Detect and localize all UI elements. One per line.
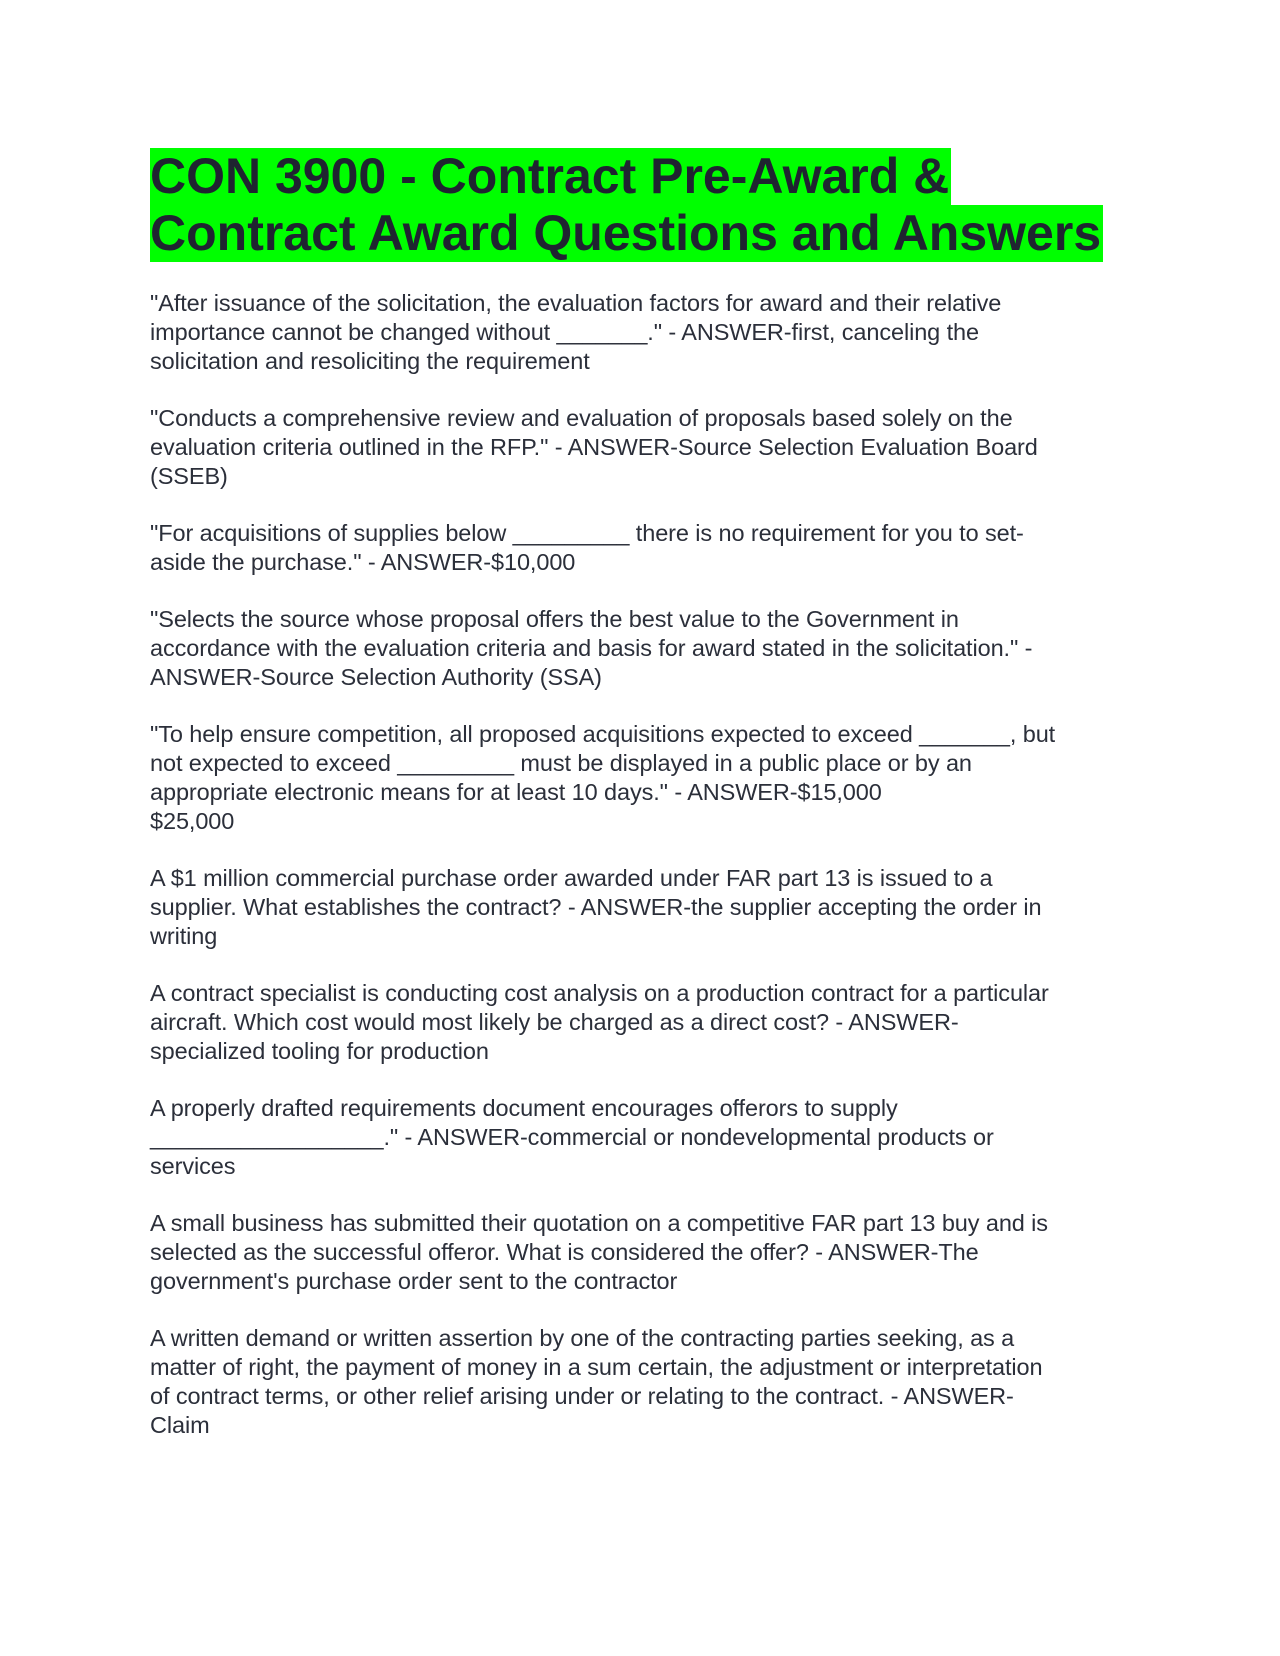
- qa-item: "To help ensure competition, all proposed acquisitions expected to exceed _______, but not expected to exceed _________ must be displayed in a public place or by an appropriate electronic means for at least 10 days." - ANSWER-$15,000 $25,000: [150, 721, 1056, 834]
- title-line-2: Contract Award Questions and Answers: [150, 205, 1102, 261]
- document-title: [150, 148, 1140, 262]
- qa-item: A $1 million commercial purchase order awarded under FAR part 13 is issued to a supplier. What establishes the contract? - ANSWER-the supplier accepting the order in writing: [150, 865, 1042, 949]
- qa-list: [150, 289, 1140, 1440]
- qa-item: A small business has submitted their quotation on a competitive FAR part 13 buy and is selected as the successful offeror. What is considered the offer? - ANSWER-The government's purchase order sent to the contractor: [150, 1210, 1048, 1294]
- document-page: [150, 148, 1140, 1468]
- qa-item: "Selects the source whose proposal offers the best value to the Government in accordance with the evaluation criteria and basis for award stated in the solicitation." - ANSWER-Source Selection Authority (SSA): [150, 606, 1033, 690]
- qa-item: A written demand or written assertion by one of the contracting parties seeking, as a matter of right, the payment of money in a sum certain, the adjustment or interpretation of contract terms, or other relief arising under or relating to the contract. - ANSWER- Claim: [150, 1325, 1043, 1438]
- qa-item: A contract specialist is conducting cost analysis on a production contract for a particular aircraft. Which cost would most likely be charged as a direct cost? - ANSWER- specialized tooling for production: [150, 980, 1049, 1064]
- qa-item: A properly drafted requirements document encourages offerors to supply __________________." - ANSWER-commercial or nondevelopmental products or services: [150, 1095, 994, 1179]
- qa-item: "After issuance of the solicitation, the evaluation factors for award and their relative importance cannot be changed without _______." - ANSWER-first, canceling the solicitation and resoliciting the requirement: [150, 290, 1002, 374]
- qa-item: "For acquisitions of supplies below _________ there is no requirement for you to set- aside the purchase." - ANSWER-$10,000: [150, 520, 1024, 575]
- title-line-1: CON 3900 - Contract Pre-Award &: [150, 148, 950, 204]
- qa-item: "Conducts a comprehensive review and evaluation of proposals based solely on the evaluation criteria outlined in the RFP." - ANSWER-Source Selection Evaluation Board (SSEB): [150, 405, 1038, 489]
